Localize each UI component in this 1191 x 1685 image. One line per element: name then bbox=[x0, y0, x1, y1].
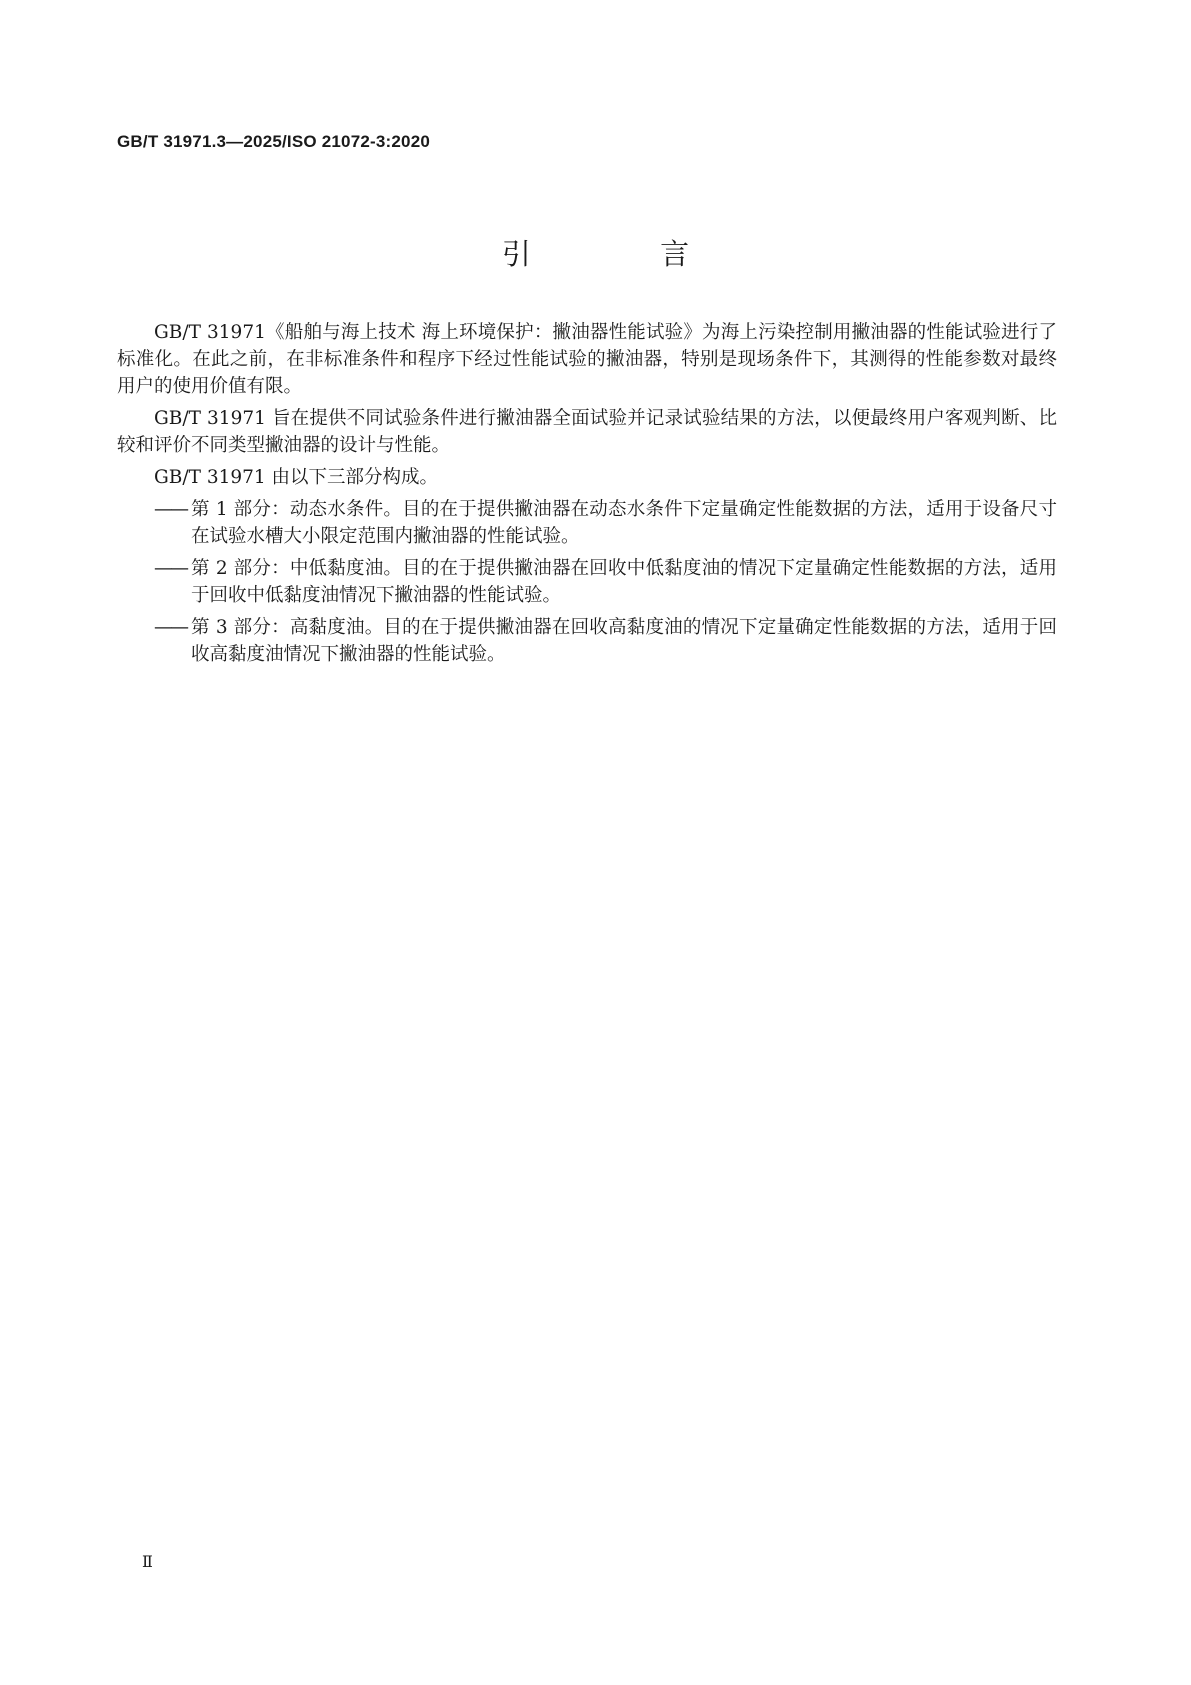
page-number: Ⅱ bbox=[142, 1552, 152, 1571]
dash-bullet: —— bbox=[154, 499, 187, 520]
list-item bbox=[117, 555, 1057, 609]
part-3-text: 第 3 部分：高黏度油。目的在于提供撇油器在回收高黏度油的情况下定量确定性能数据的方法，适用于回收高黏度油情况下撇油器的性能试验。 bbox=[191, 617, 1057, 665]
intro-paragraph-1: GB/T 31971《船舶与海上技术 海上环境保护：撇油器性能试验》为海上污染控制用撇油器的性能试验进行了标准化。在此之前，在非标准条件和程序下经过性能试验的撇油器，特别是现场条件下，其测得的性能参数对最终用户的使用价值有限。 bbox=[117, 322, 1057, 397]
intro-paragraph-2: GB/T 31971 旨在提供不同试验条件进行撇油器全面试验并记录试验结果的方法，以便最终用户客观判断、比较和评价不同类型撇油器的设计与性能。 bbox=[117, 408, 1057, 456]
list-item bbox=[117, 614, 1057, 668]
parts-list bbox=[117, 496, 1057, 668]
part-1-text: 第 1 部分：动态水条件。目的在于提供撇油器在动态水条件下定量确定性能数据的方法，适用于设备尺寸在试验水槽大小限定范围内撇油器的性能试验。 bbox=[191, 499, 1057, 547]
section-title: 引 言 bbox=[501, 237, 750, 271]
document-id: GB/T 31971.3—2025/ISO 21072-3:2020 bbox=[117, 132, 430, 151]
part-2-text: 第 2 部分：中低黏度油。目的在于提供撇油器在回收中低黏度油的情况下定量确定性能数据的方法，适用于回收中低黏度油情况下撇油器的性能试验。 bbox=[191, 558, 1057, 606]
dash-bullet: —— bbox=[154, 558, 187, 579]
list-item bbox=[117, 496, 1057, 550]
dash-bullet: —— bbox=[154, 617, 187, 638]
introduction-body bbox=[117, 319, 1057, 673]
intro-paragraph-3: GB/T 31971 由以下三部分构成。 bbox=[154, 467, 439, 488]
